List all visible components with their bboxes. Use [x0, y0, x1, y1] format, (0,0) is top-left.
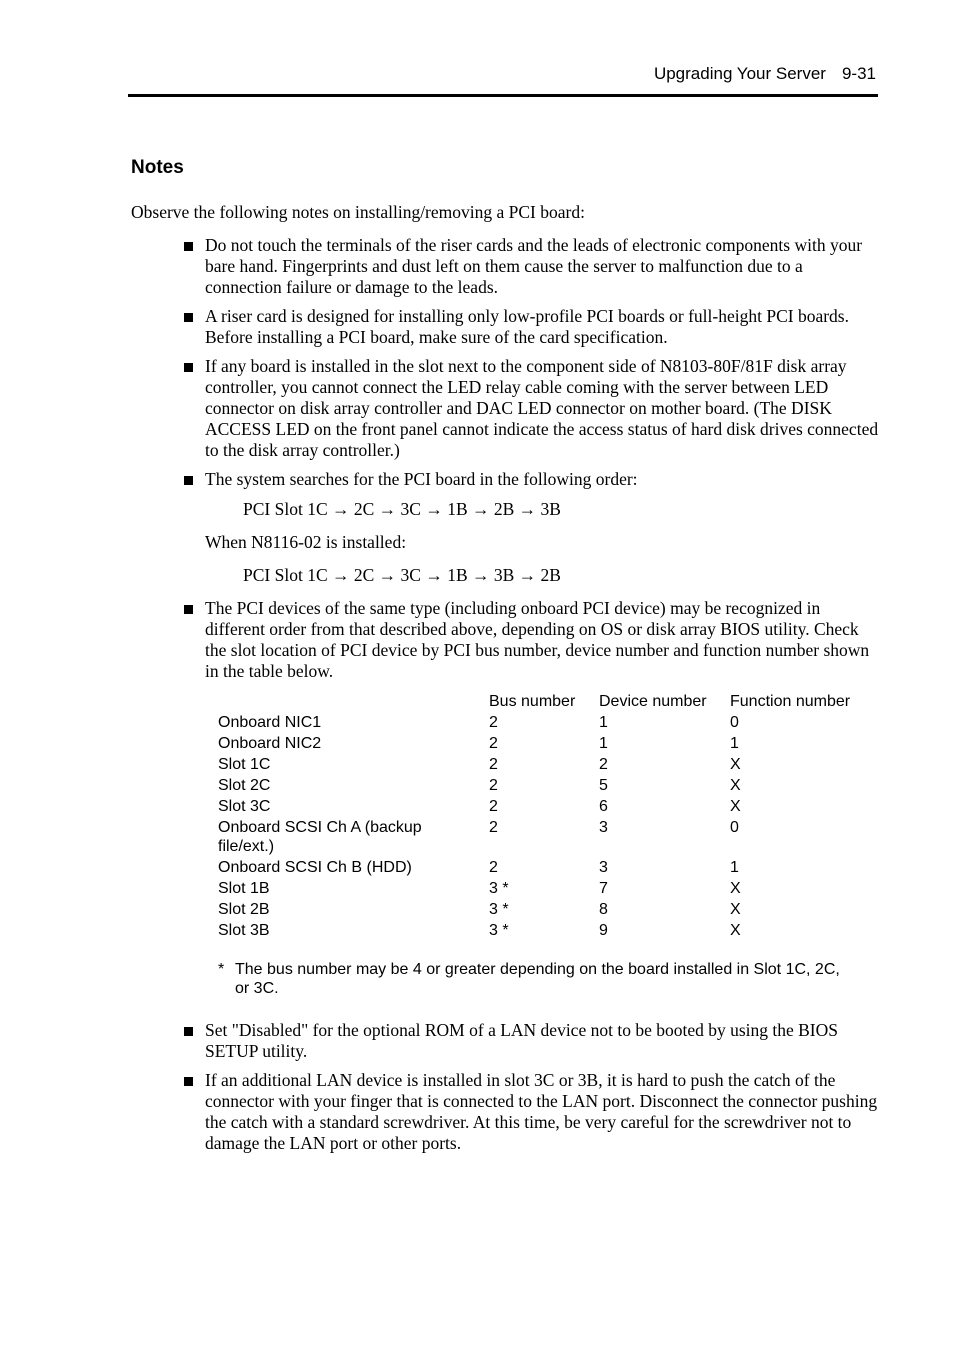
search-order-condition: When N8116-02 is installed: — [205, 532, 407, 552]
table-header — [218, 692, 489, 713]
device-cell: Slot 2B — [218, 901, 270, 918]
bullet-square-icon — [184, 313, 193, 322]
device-cell: Onboard SCSI Ch B (HDD) — [218, 859, 412, 876]
notes-list — [183, 235, 879, 1162]
device-number-cell: 5 — [599, 777, 608, 794]
list-item — [183, 235, 879, 298]
bus-cell: 3 * — [489, 880, 509, 897]
table-row — [218, 921, 870, 942]
device-cell: Slot 1B — [218, 880, 270, 897]
bullet-text: A riser card is designed for installing only low-profile PCI boards or full-height PCI boards. Before installing a PCI board, make sure of the card specification. — [205, 306, 849, 347]
table-row — [218, 776, 870, 797]
table-header: Bus number — [489, 693, 576, 710]
device-number-cell: 2 — [599, 756, 608, 773]
bus-cell: 2 — [489, 819, 498, 836]
bullet-text: Set "Disabled" for the optional ROM of a LAN device not to be booted by using the BIOS SETUP utility. — [205, 1020, 839, 1061]
function-number-cell: X — [730, 798, 741, 815]
bullet-square-icon — [184, 363, 193, 372]
bullet-text: The system searches for the PCI board in the following order: — [205, 469, 638, 489]
device-cell: Onboard NIC1 — [218, 714, 322, 731]
device-number-cell: 1 — [599, 735, 608, 752]
device-number-cell: 3 — [599, 859, 608, 876]
function-number-cell: 0 — [730, 819, 739, 836]
table-row — [218, 734, 870, 755]
list-item — [183, 598, 879, 998]
function-number-cell: X — [730, 880, 741, 897]
table-header: Device number — [599, 693, 707, 710]
function-number-cell: X — [730, 777, 741, 794]
bus-cell: 2 — [489, 859, 498, 876]
section-title: Notes — [131, 157, 184, 178]
bullet-square-icon — [184, 476, 193, 485]
device-number-cell: 1 — [599, 714, 608, 731]
device-cell: Slot 3B — [218, 922, 270, 939]
bus-cell: 2 — [489, 735, 498, 752]
device-cell: Slot 2C — [218, 777, 271, 794]
table-header: Function number — [730, 693, 851, 710]
bullet-square-icon — [184, 605, 193, 614]
bullet-square-icon — [184, 1027, 193, 1036]
bullet-square-icon — [184, 1077, 193, 1086]
function-number-cell: X — [730, 922, 741, 939]
header-section: Upgrading Your Server — [653, 64, 826, 83]
table-row — [218, 713, 870, 734]
function-number-cell: 1 — [730, 859, 739, 876]
bullet-square-icon — [184, 242, 193, 251]
pci-device-table — [218, 692, 870, 942]
header-rule — [128, 94, 878, 97]
page-header — [654, 64, 876, 84]
intro-paragraph: Observe the following notes on installing/removing a PCI board: — [131, 202, 585, 222]
footnote-mark: * — [218, 961, 225, 978]
table-row — [218, 879, 870, 900]
device-number-cell: 3 — [599, 819, 608, 836]
bus-cell: 3 * — [489, 901, 509, 918]
device-cell: Slot 1C — [218, 756, 271, 773]
page-number: 9-31 — [841, 64, 876, 83]
table-footnote — [218, 960, 845, 998]
search-order-alternate: PCI Slot 1C → 2C → 3C → 1B → 3B → 2B — [243, 565, 561, 585]
bus-cell: 2 — [489, 777, 498, 794]
function-number-cell: 0 — [730, 714, 739, 731]
bus-cell: 2 — [489, 756, 498, 773]
device-cell: Onboard NIC2 — [218, 735, 322, 752]
table-row — [218, 900, 870, 921]
list-item — [183, 1070, 879, 1154]
device-cell: Onboard SCSI Ch A (backup file/ext.) — [218, 819, 422, 855]
bus-cell: 2 — [489, 798, 498, 815]
bullet-text: Do not touch the terminals of the riser cards and the leads of electronic components with your bare hand. Fingerprints and dust left on them cause the server to malfunction due to a connection failure or damage to the leads. — [205, 235, 863, 297]
device-number-cell: 9 — [599, 922, 608, 939]
bullet-text: The PCI devices of the same type (including onboard PCI device) may be recognized in different order from that described above, depending on OS or disk array BIOS utility. Check the slot location of PCI device by PCI bus number, device number and function number shown in the table below. — [205, 598, 870, 681]
table-row — [218, 797, 870, 818]
bullet-text: If any board is installed in the slot next to the component side of N8103-80F/81F disk array controller, you cannot connect the LED relay cable coming with the server between LED connector on disk array controller and DAC LED connector on mother board. (The DISK ACCESS LED on the front panel cannot indicate the access status of hard disk drives connected to the disk array controller.) — [205, 356, 879, 460]
table-row — [218, 755, 870, 776]
device-cell: Slot 3C — [218, 798, 271, 815]
device-number-cell: 8 — [599, 901, 608, 918]
bus-cell: 2 — [489, 714, 498, 731]
table-row — [218, 818, 870, 858]
table-header-row — [218, 692, 870, 713]
list-item — [183, 469, 879, 586]
search-order-default: PCI Slot 1C → 2C → 3C → 1B → 2B → 3B — [243, 499, 561, 519]
list-item — [183, 1020, 879, 1062]
list-item — [183, 306, 879, 348]
footnote-text: The bus number may be 4 or greater depending on the board installed in Slot 1C, 2C, or 3C. — [235, 961, 840, 997]
list-item — [183, 356, 879, 461]
device-number-cell: 6 — [599, 798, 608, 815]
function-number-cell: X — [730, 901, 741, 918]
table-row — [218, 858, 870, 879]
bus-cell: 3 * — [489, 922, 509, 939]
bullet-text: If an additional LAN device is installed in slot 3C or 3B, it is hard to push the catch of the connector with your finger that is connected to the LAN port. Disconnect the connector pushing the catch with a standard screwdriver. At this time, be very careful for the screwdriver not to damage the LAN port or other ports. — [205, 1070, 878, 1153]
function-number-cell: 1 — [730, 735, 739, 752]
device-number-cell: 7 — [599, 880, 608, 897]
function-number-cell: X — [730, 756, 741, 773]
